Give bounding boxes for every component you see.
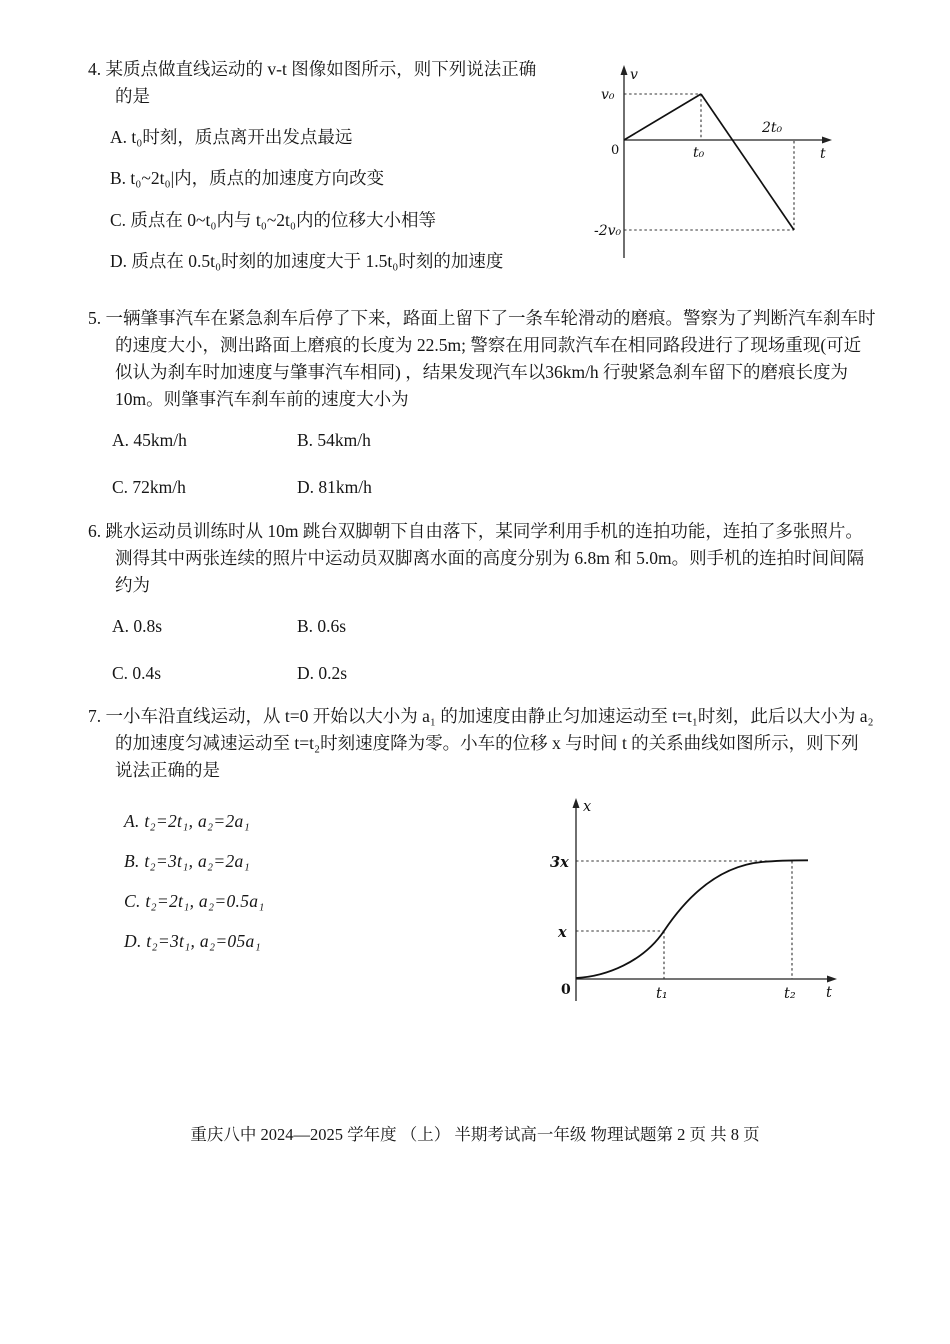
question-4-text-column (88, 56, 552, 289)
xt-3x-label: 3x (550, 853, 569, 871)
question-7-option-c: C. t₂=2t₁, a₂=0.5a₁ (124, 890, 265, 911)
displacement-curve (576, 860, 808, 978)
vt-2t0-label: 2t₀ (762, 120, 783, 136)
vt-t-axis-label: t (820, 146, 826, 162)
question-5 (88, 305, 876, 502)
vt-v-axis-label: v (630, 67, 638, 83)
vt-t-axis-arrow-icon (822, 137, 832, 144)
question-7 (88, 703, 876, 1012)
question-6-options (112, 613, 876, 687)
xt-t-axis-arrow-icon (827, 975, 837, 982)
question-4-row (88, 56, 876, 289)
vt-v-axis-arrow-icon (621, 65, 628, 75)
question-6-stem: 6. 跳水运动员训练时从 10m 跳台双脚朝下自由落下，某同学利用手机的连拍功能，连拍了多张照片。测得其中两张连续的照片中运动员双脚离水面的高度分别为 6.8m 和 5.0m。则手机的连拍时间间隔约为 (88, 520, 865, 595)
xt-x-axis-label: x (583, 798, 592, 815)
xt-t2-label: t₂ (784, 985, 796, 1002)
question-6 (88, 518, 876, 688)
question-5-stem: 5. 一辆肇事汽车在紧急刹车后停了下来，路面上留下了一条车轮滑动的磨痕。警察为了判断汽车刹车时的速度大小，测出路面上磨痕的长度为 22.5m; 警察在用同款汽车在相同路段进行了现场重现(可近似认为刹车时加速度与肇事汽车相同) ，结果发现汽车以36km/h 行驶紧急刹车留下的磨痕长度为 10m。则肇事汽车刹车前的速度大小为 (88, 307, 876, 410)
velocity-curve (624, 94, 794, 230)
xt-x-level-label: x (558, 923, 567, 941)
question-4-graph-container (552, 56, 876, 262)
question-5-option-c: C. 72km/h (112, 477, 186, 498)
question-7-option-d: D. t₂=3t₁, a₂=05a₁ (124, 930, 261, 951)
question-5-option-b: B. 54km/h (297, 430, 371, 451)
question-5-option-d: D. 81km/h (297, 477, 372, 498)
question-6-option-a: A. 0.8s (112, 615, 163, 636)
vt-graph (594, 62, 834, 262)
question-4 (88, 56, 876, 289)
vt-t0-label: t₀ (693, 145, 705, 161)
vt-v0-label: v₀ (601, 87, 615, 103)
question-4-option-a: A. t₀时刻，质点离开出发点最远 (110, 127, 353, 148)
xt-origin-label: 0 (561, 981, 571, 998)
question-7-options (88, 789, 508, 969)
question-7-option-b: B. t₂=3t₁, a₂=2a₁ (124, 850, 250, 871)
xt-graph (542, 795, 842, 1013)
vt-origin-label: 0 (611, 143, 620, 158)
xt-dotted-lines (576, 861, 792, 979)
question-6-option-b: B. 0.6s (297, 615, 347, 636)
question-7-option-a: A. t₂=2t₁, a₂=2a₁ (124, 810, 250, 831)
question-6-option-d: D. 0.2s (297, 663, 348, 683)
question-5-options (112, 427, 876, 501)
question-4-option-d: D. 质点在 0.5t₀时刻的加速度大于 1.5t₀时刻的加速度 (110, 250, 504, 271)
question-7-graph-container (508, 789, 876, 1013)
xt-t-axis-label: t (826, 984, 832, 1001)
vt-neg2v0-label: -2v₀ (594, 223, 622, 239)
question-4-option-b: B. t₀~2t₀|内，质点的加速度方向改变 (110, 168, 385, 189)
question-4-option-c: C. 质点在 0~t₀内与 t₀~2t₀内的位移大小相等 (110, 209, 436, 230)
question-4-stem: 4. 某质点做直线运动的 v-t 图像如图所示，则下列说法正确的是 (88, 59, 537, 107)
page-footer: 重庆八中 2024—2025 学年度 （上） 半期考试高一年级 物理试题第 2 页 共 8 页 (190, 1125, 760, 1144)
vt-dotted-lines (624, 94, 794, 230)
question-5-option-a: A. 45km/h (112, 430, 187, 451)
xt-x-axis-arrow-icon (573, 798, 580, 808)
xt-t1-label: t₁ (656, 985, 668, 1002)
question-7-row (88, 789, 876, 1013)
question-6-option-c: C. 0.4s (112, 663, 162, 683)
question-7-stem: 7. 一小车沿直线运动，从 t=0 开始以大小为 a₁ 的加速度由静止匀加速运动至 t=t₁时刻，此后以大小为 a₂ 的加速度匀减速运动至 t=t₂时刻速度降为零。小车的位移 x 与时间 t 的关系曲线如图所示，则下列说法正确的是 (88, 706, 874, 781)
